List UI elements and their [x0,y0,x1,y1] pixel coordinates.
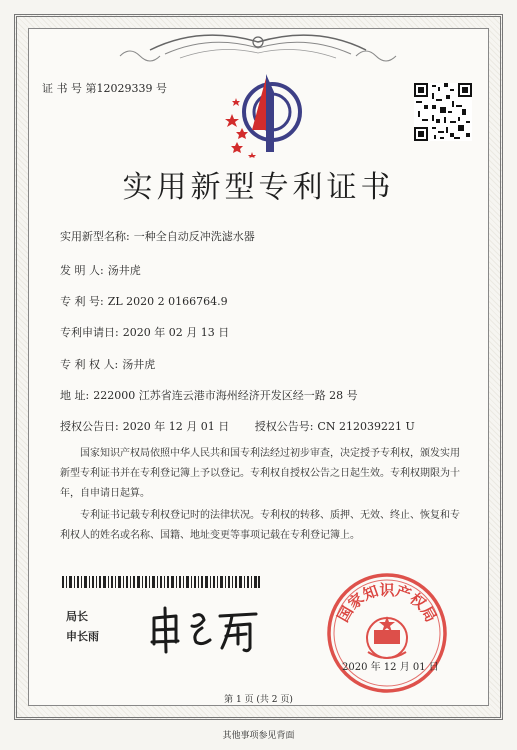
paragraph-line: 年，自申请日起算。 [60,488,150,499]
grant-statement-paragraph [60,444,460,504]
legal-status-paragraph [60,506,460,546]
field-value: 汤井虎 [107,264,141,277]
grant-date-label: 授权公告日: [60,420,119,433]
field-label: 专利申请日: [60,326,119,339]
field-grant-announcement [60,418,415,434]
grant-date-value: 2020 年 12 月 01 日 [122,420,230,433]
field-value: 一种全自动反冲洗滤水器 [133,230,255,243]
director-signature [146,604,276,656]
qr-code [414,83,472,141]
grant-number-label: 授权公告号: [254,420,314,433]
field-label: 专 利 号: [60,295,104,308]
field-utility-model-name [60,228,255,244]
field-label: 实用新型名称: [60,230,130,243]
field-label: 地 址: [60,389,90,402]
field-inventor [60,262,141,278]
paragraph-line: 专利证书记载专利权登记时的法律状况。专利权的转移、质押、无效、终止、恢复和专 [80,510,460,521]
field-value: 222000 江苏省连云港市海州经济开发区经一路 28 号 [93,389,358,402]
field-label: 专 利 权 人: [60,358,119,371]
cnipa-logo-icon [222,68,304,158]
grant-number-value: CN 212039221 U [317,420,415,433]
paragraph-line: 新型专利证书并在专利登记簿上予以登记。专利权自授权公告之日起生效。专利权期限为十 [60,468,460,479]
paragraph-line: 利权人的姓名或名称、国籍、地址变更等事项记载在专利登记簿上。 [60,530,360,541]
field-label: 发 明 人: [60,264,104,277]
certificate-title: 实用新型专利证书 [122,170,395,205]
official-seal-icon [322,568,452,698]
field-value: 汤井虎 [122,358,156,371]
field-value: 2020 年 02 月 13 日 [122,326,230,339]
field-address [60,387,358,403]
field-value: ZL 2020 2 0166764.9 [107,295,228,308]
barcode [62,576,260,588]
director-title: 局长 [66,610,88,623]
certificate-number: 证 书 号 第12029339 号 [42,82,167,95]
director-name: 申长雨 [66,630,99,643]
seal-date: 2020 年 12 月 01 日 [342,662,439,673]
field-patentee [60,356,155,372]
back-note: 其他事项参见背面 [222,731,295,741]
field-application-date [60,324,229,340]
top-ornament [0,20,517,70]
field-patent-number [60,293,228,309]
paragraph-line: 国家知识产权局依照中华人民共和国专利法经过初步审查，决定授予专利权，颁发实用 [80,448,460,459]
seal-text: 国家知识产权局 [333,581,441,626]
page-info: 第 1 页 (共 2 页) [224,695,293,705]
